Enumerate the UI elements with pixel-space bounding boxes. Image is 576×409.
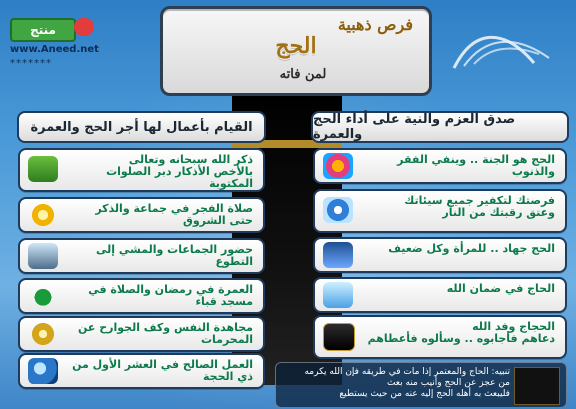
right-item-line2: وعتق رقبتك من النار — [442, 206, 555, 219]
right-item — [313, 189, 567, 233]
right-item — [313, 277, 567, 313]
footer-line-2: من عجز عن الحج وأنيب منه بعث — [386, 378, 510, 388]
title-banner — [160, 6, 432, 96]
left-item-text — [72, 322, 253, 346]
right-item-line2: دعاهم فأجابوه .. وسألوه فأعطاهم — [367, 332, 555, 345]
green-dome-icon — [28, 283, 58, 309]
right-item-line1: الحج هو الجنة .. وينفي الفقر والذنوب — [397, 153, 555, 178]
left-item-line2: بالأخص الأذكار دبر الصلوات المكتوبة — [106, 165, 253, 190]
right-item-line1: الحاج في ضمان الله — [446, 282, 555, 295]
right-header: صدق العزم والنية على أداء الحج والعمرة — [311, 111, 569, 143]
left-item-line1: ذكر الله سبحانه وتعالى — [128, 153, 253, 166]
right-item — [313, 237, 567, 273]
kaaba-icon — [323, 323, 355, 351]
left-item-text — [72, 284, 253, 308]
left-item — [18, 148, 265, 192]
left-item-line1: العمل الصالح في العشر الأول من ذي الحجة — [72, 358, 253, 383]
stars-text: ******* — [10, 58, 52, 69]
left-item-line1: مجاهدة النفس وكف الجوارح عن المحرمات — [77, 321, 253, 346]
kaaba-thumbnail — [514, 367, 560, 405]
apple-icon — [74, 18, 94, 36]
left-item-text — [72, 203, 253, 227]
left-item-text — [72, 359, 253, 383]
green-book-icon — [28, 156, 58, 182]
right-item — [313, 315, 567, 359]
right-item-text — [367, 321, 555, 345]
right-item-line1: فرصتك لتكفير جميع سيئاتك — [404, 194, 555, 207]
right-item-text — [367, 243, 555, 255]
left-item — [18, 278, 265, 314]
left-item-line1: صلاة الفجر في جماعة والذكر حتى الشروق — [95, 202, 253, 227]
title-big: الحج — [275, 33, 317, 59]
footer-line-3: فليبعث به أهله الحج إليه عنه من حيث يستطيع — [339, 389, 510, 399]
brand-badge: منتج — [10, 18, 76, 42]
footer-line-1: تنبيه: الحاج والمعتمر إذا مات في طريقه فإن الله يكرمه — [304, 367, 510, 377]
bottom-decor — [20, 386, 260, 404]
left-item-text — [72, 154, 253, 190]
title-mid: فرص ذهبية — [337, 15, 413, 34]
right-item-line1: الحجاج وفد الله — [472, 320, 555, 333]
footer-note — [275, 362, 567, 408]
left-item — [18, 316, 265, 352]
right-item-text — [367, 195, 555, 219]
gold-star-icon — [28, 321, 58, 347]
pilgrim-emblem-icon — [323, 242, 353, 268]
mosque-icon — [28, 243, 58, 269]
right-item-text — [367, 283, 555, 295]
right-item-text — [367, 154, 555, 178]
left-item — [18, 238, 265, 274]
right-item-line1: الحج جهاد .. للمرأة وكل ضعيف — [388, 242, 555, 255]
left-item-line1: العمرة في رمضان والصلاة في مسجد قباء — [88, 283, 253, 308]
logo — [10, 10, 100, 80]
site-url: www.Aneed.net — [10, 44, 99, 55]
left-item — [18, 197, 265, 233]
left-item-text — [72, 244, 253, 268]
globe-icon — [28, 358, 58, 384]
sun-icon — [28, 202, 58, 228]
left-item — [18, 353, 265, 389]
circle-arrows-icon — [323, 197, 353, 223]
colorful-flower-icon — [323, 153, 353, 179]
left-header: القيام بأعمال لها أجر الحج والعمرة — [17, 111, 266, 143]
calligraphy-icon — [444, 8, 564, 84]
shield-icon — [323, 282, 353, 308]
title-small: لمن فاته — [279, 67, 327, 82]
left-item-line1: حضور الجماعات والمشي إلى التطوع — [96, 243, 253, 268]
right-item — [313, 148, 567, 184]
